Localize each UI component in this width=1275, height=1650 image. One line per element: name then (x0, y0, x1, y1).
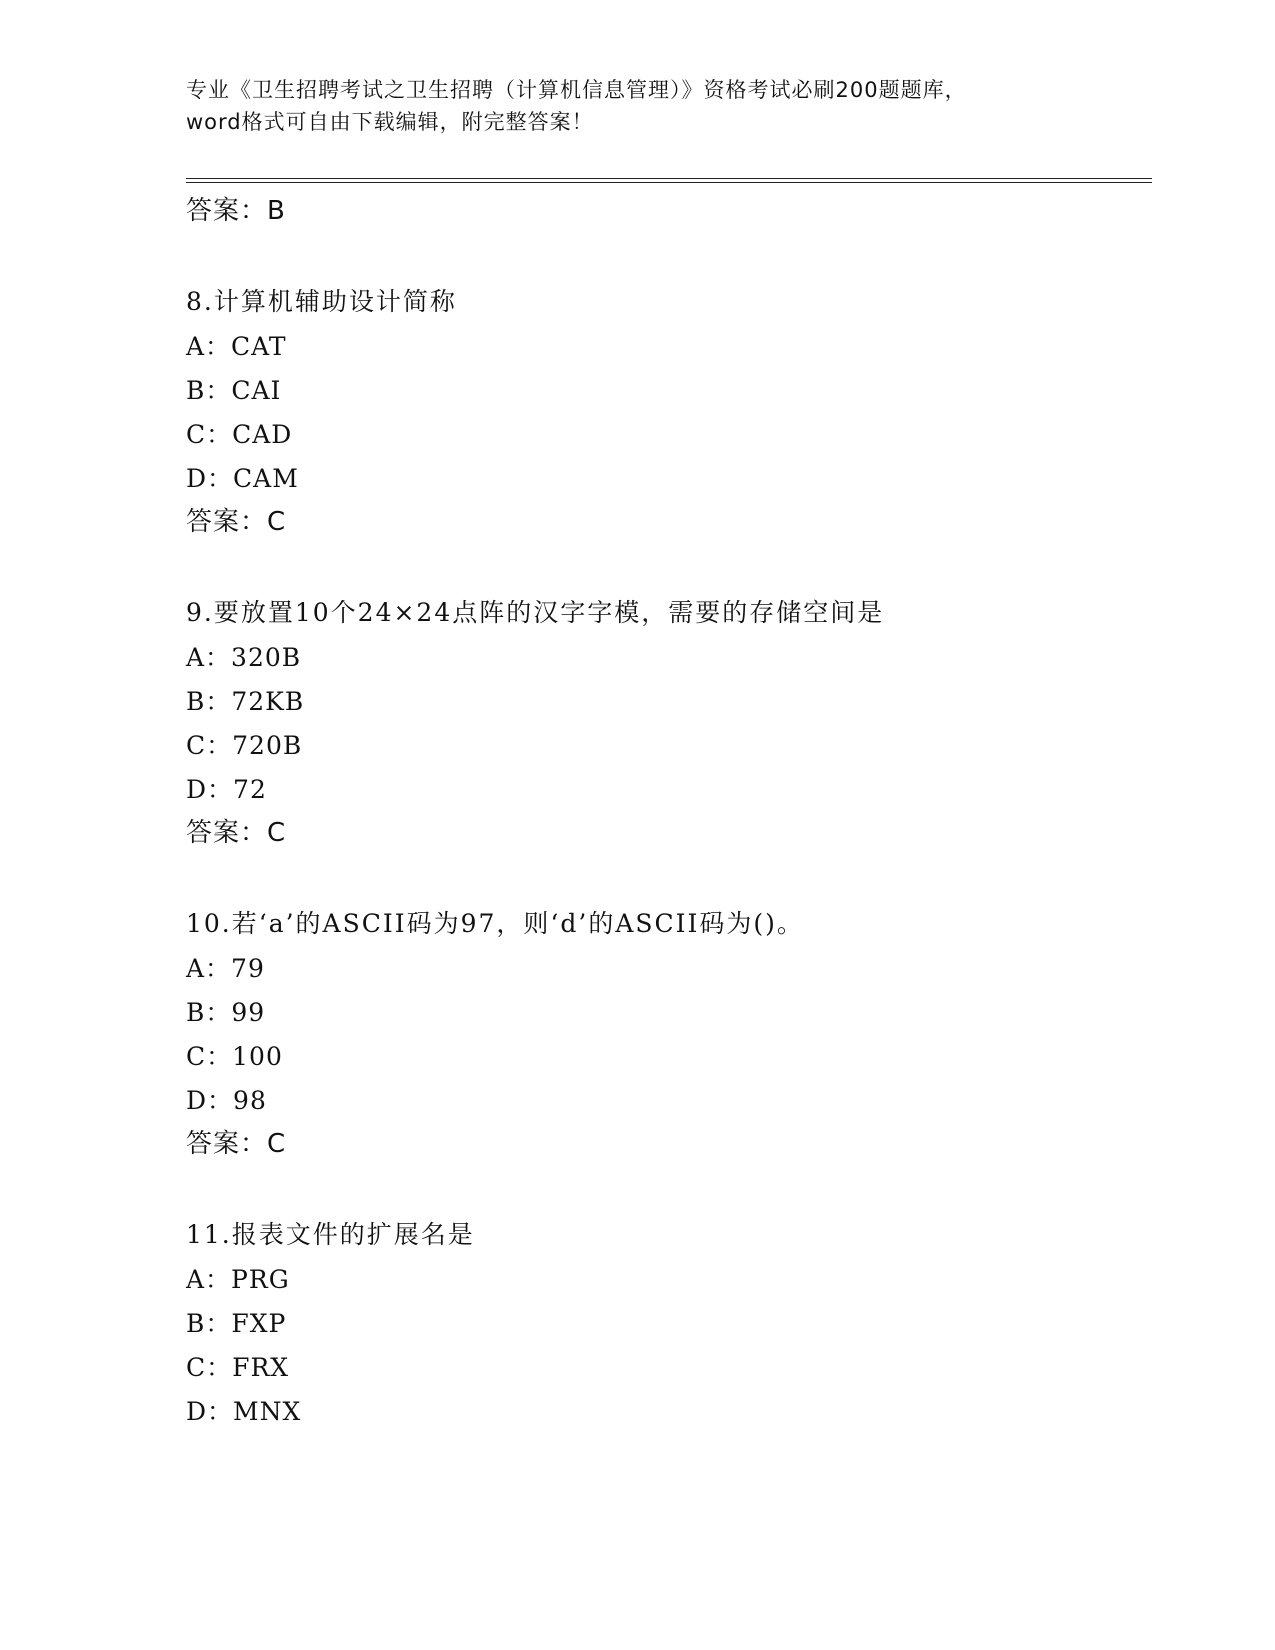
option-b: B：CAI (186, 376, 282, 405)
option-d: D：MNX (186, 1397, 302, 1426)
option-c: C：720B (186, 731, 303, 760)
question-title: 11.报表文件的扩展名是 (186, 1220, 475, 1249)
answer: 答案：C (186, 1129, 287, 1159)
option-b: B：FXP (186, 1309, 287, 1338)
option-d: D：98 (186, 1086, 267, 1115)
answer: 答案：C (186, 818, 287, 848)
answer: 答案：C (186, 507, 287, 537)
question-title: 10.若‘a’的ASCII码为97，则‘d’的ASCII码为()。 (186, 909, 804, 938)
option-a: A：320B (186, 643, 302, 672)
option-b: B：99 (186, 998, 266, 1027)
header-line-1: 专业《卫生招聘考试之卫生招聘（计算机信息管理）》资格考试必刷200题题库， (186, 78, 967, 102)
question-title: 9.要放置10个24×24点阵的汉字字模，需要的存储空间是 (186, 598, 885, 627)
option-c: C：FRX (186, 1353, 290, 1382)
header-divider-bottom (186, 182, 1152, 183)
option-a: A：CAT (186, 332, 287, 361)
option-a: A：79 (186, 954, 265, 983)
option-a: A：PRG (186, 1265, 290, 1294)
option-d: D：72 (186, 775, 267, 804)
header-line-2: word格式可自由下载编辑，附完整答案！ (186, 110, 594, 134)
option-b: B：72KB (186, 687, 305, 716)
option-c: C：100 (186, 1042, 283, 1071)
previous-answer: 答案：B (186, 196, 286, 226)
page-header (186, 74, 1086, 138)
option-c: C：CAD (186, 420, 293, 449)
question-title: 8.计算机辅助设计简称 (186, 287, 457, 316)
header-divider-top (186, 178, 1152, 179)
option-d: D：CAM (186, 464, 299, 493)
